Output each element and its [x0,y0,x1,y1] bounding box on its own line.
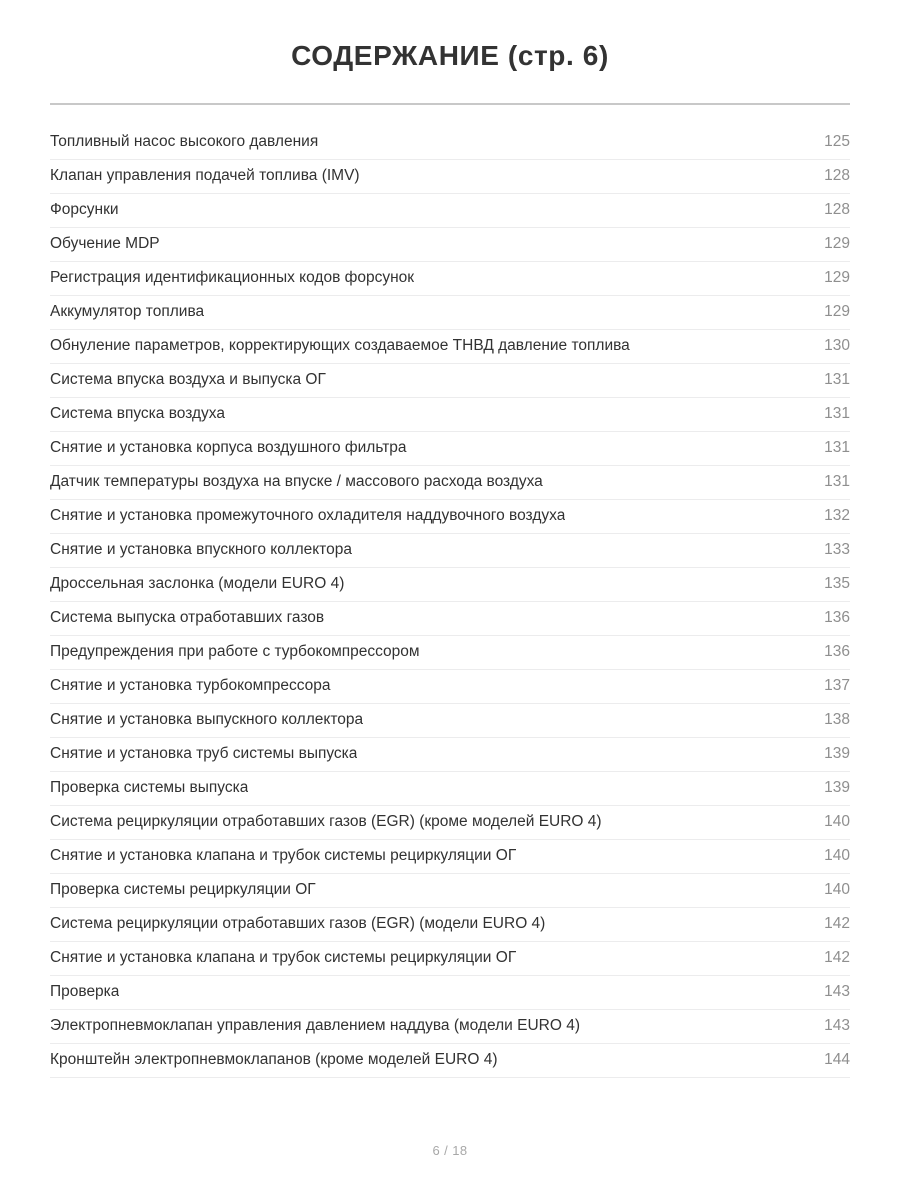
toc-entry-title: Датчик температуры воздуха на впуске / массового расхода воздуха [50,473,543,491]
table-of-contents [50,126,850,1078]
toc-entry[interactable] [50,262,850,296]
toc-entry-title: Проверка системы выпуска [50,779,249,797]
toc-entry-title: Клапан управления подачей топлива (IMV) [50,167,360,185]
toc-entry[interactable] [50,500,850,534]
toc-entry-page-number: 125 [824,133,850,151]
toc-entry-page-number: 142 [824,915,850,933]
toc-entry[interactable] [50,398,850,432]
toc-entry-page-number: 132 [824,507,850,525]
toc-entry-page-number: 131 [824,473,850,491]
toc-entry-title: Проверка [50,983,120,1001]
toc-entry-title: Снятие и установка клапана и трубок системы рециркуляции ОГ [50,949,517,967]
toc-entry-title: Снятие и установка корпуса воздушного фильтра [50,439,407,457]
page-footer: 6 / 18 [432,1143,468,1158]
toc-entry-title: Снятие и установка выпускного коллектора [50,711,364,729]
toc-entry[interactable] [50,806,850,840]
toc-entry[interactable] [50,534,850,568]
toc-entry-page-number: 136 [824,609,850,627]
toc-entry-title: Система впуска воздуха [50,405,225,423]
toc-entry[interactable] [50,942,850,976]
toc-entry-page-number: 128 [824,201,850,219]
toc-entry-title: Система рециркуляции отработавших газов (EGR) (кроме моделей EURO 4) [50,813,602,831]
toc-entry-title: Предупреждения при работе с турбокомпрессором [50,643,420,661]
toc-entry-page-number: 129 [824,235,850,253]
toc-entry-title: Снятие и установка впускного коллектора [50,541,352,559]
toc-entry[interactable] [50,602,850,636]
toc-entry[interactable] [50,704,850,738]
toc-entry-title: Кронштейн электропневмоклапанов (кроме моделей EURO 4) [50,1051,498,1069]
toc-entry[interactable] [50,772,850,806]
toc-entry-title: Дроссельная заслонка (модели EURO 4) [50,575,345,593]
toc-entry[interactable] [50,228,850,262]
toc-entry[interactable] [50,1010,850,1044]
toc-entry-title: Снятие и установка промежуточного охладителя наддувочного воздуха [50,507,566,525]
toc-entry-title: Обучение MDP [50,235,160,253]
toc-entry-title: Система рециркуляции отработавших газов (EGR) (модели EURO 4) [50,915,546,933]
toc-entry-title: Топливный насос высокого давления [50,133,319,151]
toc-entry[interactable] [50,160,850,194]
toc-entry-title: Проверка системы рециркуляции ОГ [50,881,316,899]
toc-entry-page-number: 139 [824,745,850,763]
toc-entry[interactable] [50,738,850,772]
toc-entry-page-number: 130 [824,337,850,355]
toc-entry-page-number: 138 [824,711,850,729]
toc-entry[interactable] [50,364,850,398]
toc-entry-title: Снятие и установка клапана и трубок системы рециркуляции ОГ [50,847,517,865]
toc-entry[interactable] [50,194,850,228]
toc-entry-page-number: 144 [824,1051,850,1069]
toc-entry-page-number: 143 [824,983,850,1001]
toc-entry[interactable] [50,840,850,874]
toc-entry[interactable] [50,636,850,670]
title-divider [50,103,850,105]
toc-entry-title: Снятие и установка турбокомпрессора [50,677,331,695]
toc-entry-page-number: 140 [824,813,850,831]
toc-entry[interactable] [50,432,850,466]
toc-entry-page-number: 129 [824,269,850,287]
toc-entry-page-number: 129 [824,303,850,321]
toc-entry[interactable] [50,1044,850,1078]
toc-entry-title: Аккумулятор топлива [50,303,205,321]
toc-entry-title: Система выпуска отработавших газов [50,609,325,627]
toc-entry-page-number: 131 [824,371,850,389]
toc-entry-page-number: 135 [824,575,850,593]
toc-entry[interactable] [50,126,850,160]
toc-entry[interactable] [50,466,850,500]
toc-entry[interactable] [50,330,850,364]
toc-entry-title: Регистрация идентификационных кодов форсунок [50,269,415,287]
toc-entry-page-number: 131 [824,405,850,423]
toc-entry[interactable] [50,296,850,330]
toc-entry[interactable] [50,670,850,704]
toc-entry[interactable] [50,568,850,602]
toc-entry-page-number: 139 [824,779,850,797]
toc-entry-title: Электропневмоклапан управления давлением наддува (модели EURO 4) [50,1017,580,1035]
toc-entry-title: Обнуление параметров, корректирующих создаваемое ТНВД давление топлива [50,337,630,355]
toc-entry-page-number: 137 [824,677,850,695]
toc-entry[interactable] [50,976,850,1010]
toc-entry-page-number: 131 [824,439,850,457]
toc-entry-page-number: 143 [824,1017,850,1035]
toc-entry-page-number: 136 [824,643,850,661]
toc-entry-page-number: 140 [824,847,850,865]
toc-entry-page-number: 128 [824,167,850,185]
toc-entry[interactable] [50,874,850,908]
toc-entry-title: Система впуска воздуха и выпуска ОГ [50,371,326,389]
toc-entry-title: Форсунки [50,201,119,219]
toc-entry-title: Снятие и установка труб системы выпуска [50,745,358,763]
toc-entry-page-number: 140 [824,881,850,899]
toc-entry-page-number: 142 [824,949,850,967]
toc-entry-page-number: 133 [824,541,850,559]
page-title: СОДЕРЖАНИЕ (стр. 6) [291,40,609,71]
toc-entry[interactable] [50,908,850,942]
